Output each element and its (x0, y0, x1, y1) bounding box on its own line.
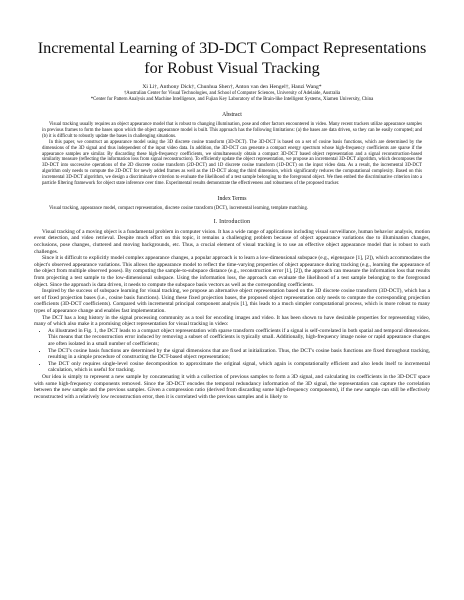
intro-paragraph-2: Since it is difficult to explicitly model complex appearance changes, a popular approach is to learn a low-dimensional subspace (e.g., eigenspace [1], [2]), which accommodates the object's observed appearance variations. This allows the appearance model to reflect the time-varying properties of object appearance during tracking (e.g., learning the appearance of the object from multiple observed poses). By computing the sample-to-subspace distance (e.g., reconstruction error [1], [2]), the approach can measure the information loss that results from projecting a test sample to the low-dimensional subspace. Using the information loss, the approach can evaluate the likelihood of a test sample belonging to the foreground object. Since the approach is data driven, it needs to compute the subspace basis vectors as well as the corresponding coefficients. (34, 255, 430, 288)
introduction-heading: I. Introduction (213, 218, 251, 225)
index-terms-heading: Index Terms (217, 195, 247, 202)
abstract-section (34, 112, 430, 187)
dct-properties-list (34, 328, 430, 374)
index-terms-text: Visual tracking, appearance model, compact representation, discrete cosine transform (DCT), incremental learning, template matching. (49, 205, 309, 211)
list-item: • As illustrated in Fig. 1, the DCT leads to a compact object representation with sparse transform coefficients if a signal is self-correlated in both spatial and temporal dimensions. This means that the reconstruction error induced by removing a subset of coefficients is typically small. Additionally, high-frequency image noise or rapid appearance changes are often isolated in a small number of coefficients; (48, 328, 430, 348)
affiliation-1: †Australian Center for Visual Technologies, and School of Computer Sciences, University of Adelaide, Australia (123, 91, 341, 96)
author-list: Xi Li†, Anthony Dick†, Chunhua Shen†, Anton van den Hengel†, Hanzi Wang* (142, 84, 322, 90)
title-line-2: for Robust Visual Tracking (144, 59, 320, 77)
abstract-paragraph-2: In this paper, we construct an appearance model using the 3D discrete cosine transform (3D-DCT). The 3D-DCT is based on a set of cosine basis functions, which are determined by the dimensions of the 3D signal and thus independent of the input video data. In addition, the 3D-DCT can generate a compact energy spectrum whose high-frequency coefficients are sparse if the appearance samples are similar. By discarding these high-frequency coefficients, we simultaneously obtain a compact 3D-DCT based object representation and a signal reconstruction-based similarity measure (reflecting the information loss from signal reconstruction). To efficiently update the object representation, we propose an incremental 3D-DCT algorithm, which decomposes the 3D-DCT into successive operations of the 2D discrete cosine transform (2D-DCT) and 1D discrete cosine transform (1D-DCT) on the input video data. As a result, the incremental 3D-DCT algorithm only needs to compute the 2D-DCT for newly added frames as well as the 1D-DCT along the third dimension, which significantly reduces the computational complexity. Based on this incremental 3D-DCT algorithm, we design a discriminative criterion to evaluate the likelihood of a test sample belonging to the foreground object. We then embed the discriminative criterion into a particle filtering framework for object state inference over time. Experimental results demonstrate the effectiveness and robustness of the proposed tracker. (42, 139, 422, 187)
introduction-body (34, 229, 430, 400)
list-item: • The DCT's cosine basis functions are determined by the signal dimensions that are fixed at initialization. Thus, the DCT's cosine basis functions are fixed throughout tracking, resulting in a simple procedure of constructing the DCT-based object representation; (48, 348, 430, 361)
abstract-paragraph-1: Visual tracking usually requires an object appearance model that is robust to changing illumination, pose and other factors encountered in video. Many recent trackers utilize appearance samples in previous frames to form the bases upon which the object appearance model is built. This approach has the following limitations: (a) the bases are data driven, so they can be easily corrupted; and (b) it is difficult to robustly update the bases in challenging situations. (42, 122, 422, 139)
intro-paragraph-1: Visual tracking of a moving object is a fundamental problem in computer vision. It has a wide range of applications including visual surveillance, human behavior analysis, motion event detection, and video retrieval. Despite much effort on this topic, it remains a challenging problem because of object appearance variations due to illumination changes, occlusions, pose changes, cluttered and moving backgrounds, etc. Thus, a crucial element of visual tracking is to use an effective object appearance model that is robust to such challenges. (34, 228, 430, 255)
title-line-1: Incremental Learning of 3D-DCT Compact Representations (37, 39, 427, 57)
list-item: • The DCT only requires single-level cosine decomposition to approximate the original signal, which again is computationally efficient and also lends itself to incremental calculation, which is useful for tracking. (48, 361, 430, 374)
intro-paragraph-5: Our idea is simply to represent a new sample by concatenating it with a collection of previous samples to form a 3D signal, and calculating its coefficients in the 3D-DCT space with some high-frequency components removed. Since the 3D-DCT encodes the temporal redundancy information of the 3D signal, the representation can capture the correlation between the new sample and the previous samples. Given a compression ratio (derived from discarding some high-frequency components), if the new sample can still be effectively reconstructed with a relatively low reconstruction error, then it is correlated with the previous samples and is likely to (34, 373, 430, 400)
abstract-heading: Abstract (222, 112, 242, 118)
paper-title (34, 38, 430, 78)
affiliation-2: *Center for Pattern Analysis and Machine Intelligence, and Fujian Key Laboratory of the Brain-like Intelligent Systems, Xiamen University, China (90, 97, 374, 102)
intro-paragraph-4: The DCT has a long history in the signal processing community as a tool for encoding images and video. It has been shown to have desirable properties for representing video, many of which also make it a promising object representation for visual tracking in video: (34, 314, 430, 328)
intro-paragraph-3: Inspired by the success of subspace learning for visual tracking, we propose an alternative object representation based on the 3D discrete cosine transform (3D-DCT), which has a set of fixed projection bases (i.e., cosine basis functions). Using these fixed projection bases, the proposed object representation only needs to compute the corresponding projection coefficients (3D-DCT coefficients). Compared with incremental principal component analysis [1], this leads to a much simpler computational process, which is more robust to many types of appearance change and enables fast implementation. (34, 288, 430, 314)
